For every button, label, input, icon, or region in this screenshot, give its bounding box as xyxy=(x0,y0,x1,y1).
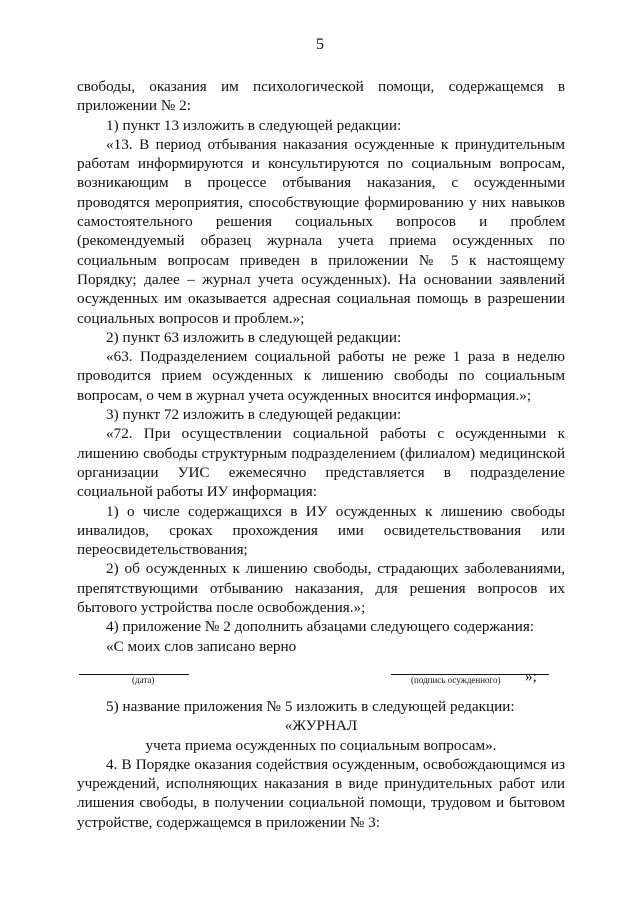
signature-block xyxy=(77,656,565,697)
paragraph-13: 4. В Порядке оказания содействия осужденным, освобождающимся из учреждений, исполняющих наказания в виде принудительных работ или лишения свободы, в получении социальной помощи, трудовом и бытовом устройстве, содержащемся в приложении № 3: xyxy=(77,755,565,831)
paragraph-10: 4) приложение № 2 дополнить абзацами следующего содержания: xyxy=(106,618,535,636)
paragraph-7: «72. При осуществлении социальной работы с осужденными к лишению свободы структурным подразделением (филиалом) медицинской организации УИС ежемесячно представляется в подразделение социальной работы ИУ информация: xyxy=(77,425,565,501)
paragraph-1: свободы, оказания им психологической помощи, содержащемся в приложении № 2: xyxy=(77,78,565,115)
page-number: 5 xyxy=(316,36,324,53)
document-body xyxy=(77,77,565,832)
date-caption: (дата) xyxy=(132,674,155,685)
paragraph-8: 1) о числе содержащихся в ИУ осужденных к лишению свободы инвалидов, сроках прохождения ими освидетельствования или переосвидетельствования; xyxy=(77,502,565,559)
paragraph-9: 2) об осужденных к лишению свободы, страдающих заболеваниями, препятствующими отбыванию наказания, для решения вопросов их бытового устройства после освобождения.»; xyxy=(77,560,565,617)
paragraph-2: 1) пункт 13 изложить в следующей редакции: xyxy=(106,116,402,134)
paragraph-4: 2) пункт 63 изложить в следующей редакции: xyxy=(106,328,402,346)
paragraph-6: 3) пункт 72 изложить в следующей редакции: xyxy=(106,406,402,424)
paragraph-12: 5) название приложения № 5 изложить в следующей редакции: xyxy=(106,697,515,715)
signature-caption: (подпись осужденного) xyxy=(411,674,501,685)
paragraph-3: «13. В период отбывания наказания осужденные к принудительным работам информируются и консультируются по социальным вопросам, возникающим в процессе отбывания наказания, с осужденными проводятся мероприятия, способствующие формированию у них навыков самостоятельного решения социальных вопросов и проблем (рекомендуемый образец журнала учета приема осужденных по социальным вопросам приведен в приложении № 5 к настоящему Порядку; далее – журнал учета осужденных). На основании заявлений осужденных им оказывается адресная социальная помощь в разрешении социальных вопросов и проблем.»; xyxy=(77,135,565,327)
journal-subtitle: учета приема осужденных по социальным вопросам». xyxy=(145,736,497,754)
paragraph-5: «63. Подразделением социальной работы не реже 1 раза в неделю проводится прием осужденных к лишению свободы по социальным вопросам, о чем в журнал учета осужденных вносится информация.»; xyxy=(77,348,565,404)
signature-tail: »; xyxy=(525,667,537,685)
paragraph-11: «С моих слов записано верно xyxy=(106,637,297,655)
journal-title: «ЖУРНАЛ xyxy=(284,717,358,735)
